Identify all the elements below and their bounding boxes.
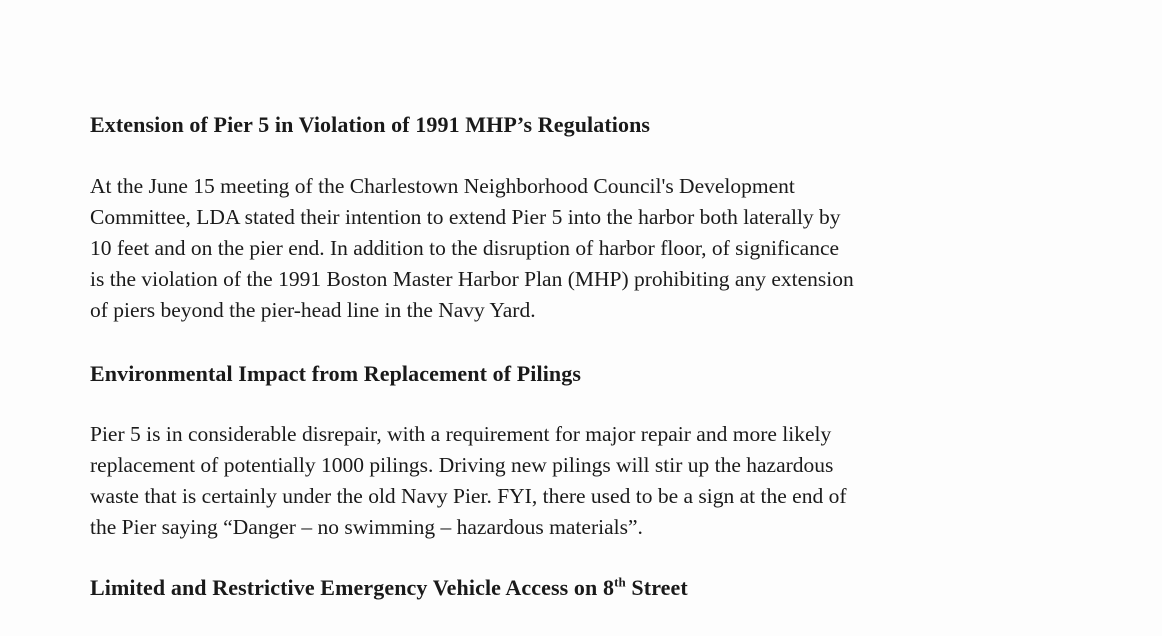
paragraph-line: Committee, LDA stated their intention to extend Pier 5 into the harbor both laterally by — [90, 205, 841, 229]
paragraph-line: of piers beyond the pier-head line in the Navy Yard. — [90, 298, 536, 322]
section-heading-emergency-access — [90, 575, 688, 601]
paragraph-line: waste that is certainly under the old Navy Pier. FYI, there used to be a sign at the end of — [90, 484, 847, 508]
section-heading-pier-extension: Extension of Pier 5 in Violation of 1991 MHP’s Regulations — [90, 112, 651, 137]
paragraph-line: At the June 15 meeting of the Charlestown Neighborhood Council's Development — [90, 174, 795, 198]
paragraph-line: Pier 5 is in considerable disrepair, with a requirement for major repair and more likely — [90, 422, 832, 446]
section-paragraph-pier-extension — [90, 171, 1090, 326]
section-heading-environmental-impact: Environmental Impact from Replacement of Pilings — [90, 361, 582, 386]
paragraph-line: is the violation of the 1991 Boston Master Harbor Plan (MHP) prohibiting any extension — [90, 267, 854, 291]
heading-text: Street — [625, 575, 688, 600]
ordinal-suffix: th — [614, 574, 626, 590]
paragraph-line: replacement of potentially 1000 pilings. Driving new pilings will stir up the hazardous — [90, 453, 834, 477]
paragraph-line: 10 feet and on the pier end. In addition to the disruption of harbor floor, of significance — [90, 236, 840, 260]
section-paragraph-environmental-impact — [90, 419, 1090, 543]
heading-text: Limited and Restrictive Emergency Vehicle Access on 8 — [90, 575, 615, 600]
paragraph-line: the Pier saying “Danger – no swimming – hazardous materials”. — [90, 515, 643, 539]
